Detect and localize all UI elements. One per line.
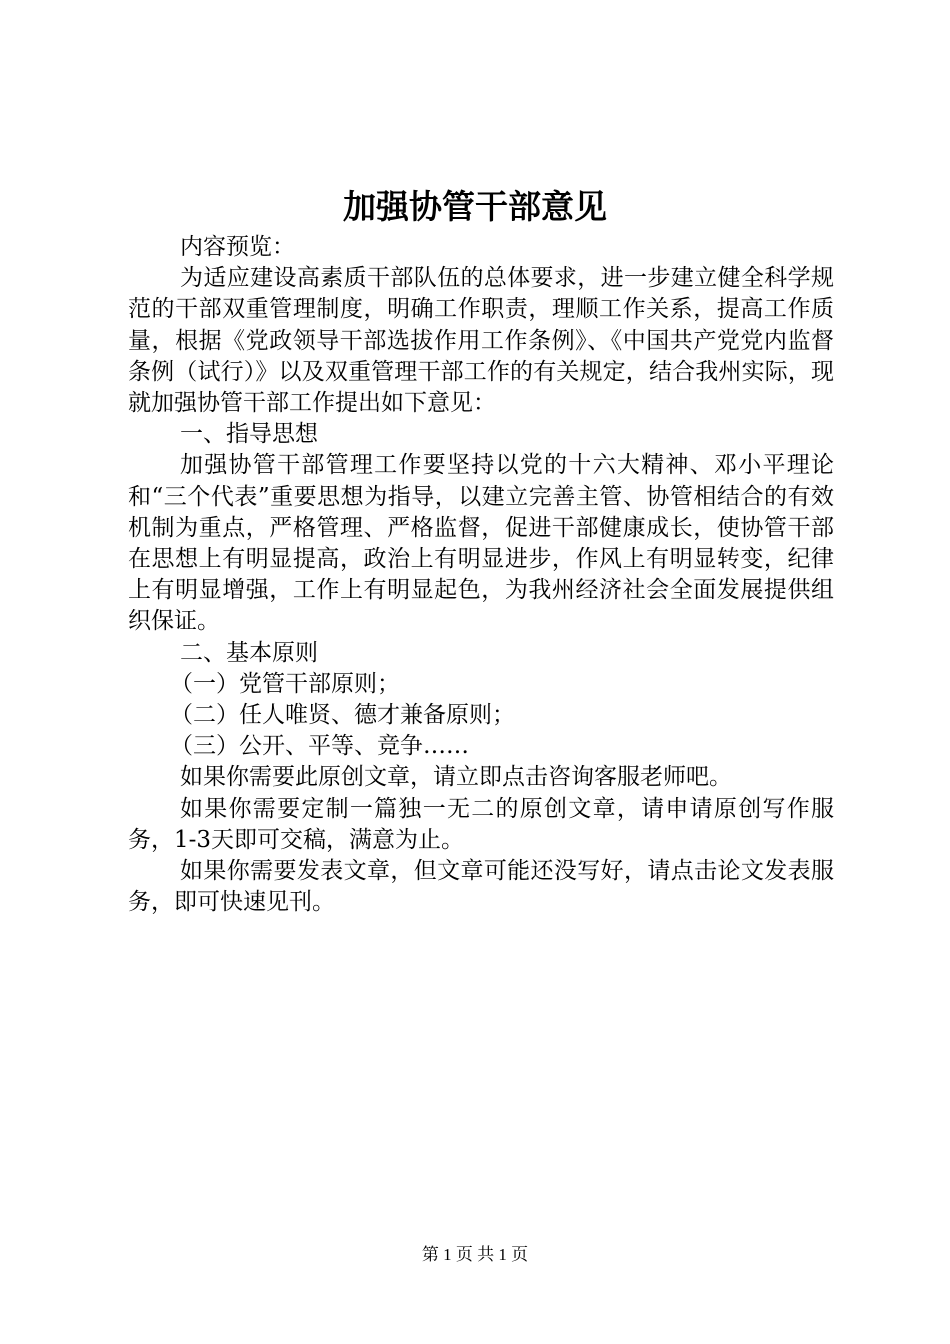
promo-paragraph-publishing: 如果你需要发表文章，但文章可能还没写好，请点击论文发表服务，即可快速见刊。 xyxy=(128,858,834,916)
section-heading-guiding-thought: 一、指导思想 xyxy=(180,421,318,448)
promo-paragraph-custom-writing: 如果你需要定制一篇独一无二的原创文章，请申请原创写作服务，1-3天即可交稿，满意为止。 xyxy=(128,795,834,853)
guiding-thought-paragraph: 加强协管干部管理工作要坚持以党的十六大精神、邓小平理论和“三个代表”重要思想为指导，以建立完善主管、协管相结合的有效机制为重点，严格管理、严格监督，促进干部健康成长，使协管干部在思想上有明显提高，政治上有明显进步，作风上有明显转变，纪律上有明显增强，工作上有明显起色，为我州经济社会全面发展提供组织保证。 xyxy=(128,452,834,635)
preview-label: 内容预览： xyxy=(180,234,295,260)
document-body xyxy=(128,232,834,918)
document-title: 加强协管干部意见 xyxy=(343,187,607,226)
principle-item-3: （三）公开、平等、竞争…… xyxy=(170,733,469,760)
section-heading-basic-principles: 二、基本原则 xyxy=(180,639,318,666)
promo-paragraph-consult: 如果你需要此原创文章，请立即点击咨询客服老师吧。 xyxy=(180,764,732,791)
page-number-footer: 第 1 页 共 1 页 xyxy=(421,1245,529,1264)
principle-item-1: （一）党管干部原则； xyxy=(170,670,400,697)
intro-paragraph: 为适应建设高素质干部队伍的总体要求，进一步建立健全科学规范的干部双重管理制度，明确工作职责，理顺工作关系，提高工作质量，根据《党政领导干部选拔作用工作条例》、《中国共产党党内监督条例（试行）》以及双重管理干部工作的有关规定，结合我州实际，现就加强协管干部工作提出如下意见： xyxy=(128,265,834,417)
principle-item-2: （二）任人唯贤、德才兼备原则； xyxy=(170,702,515,729)
